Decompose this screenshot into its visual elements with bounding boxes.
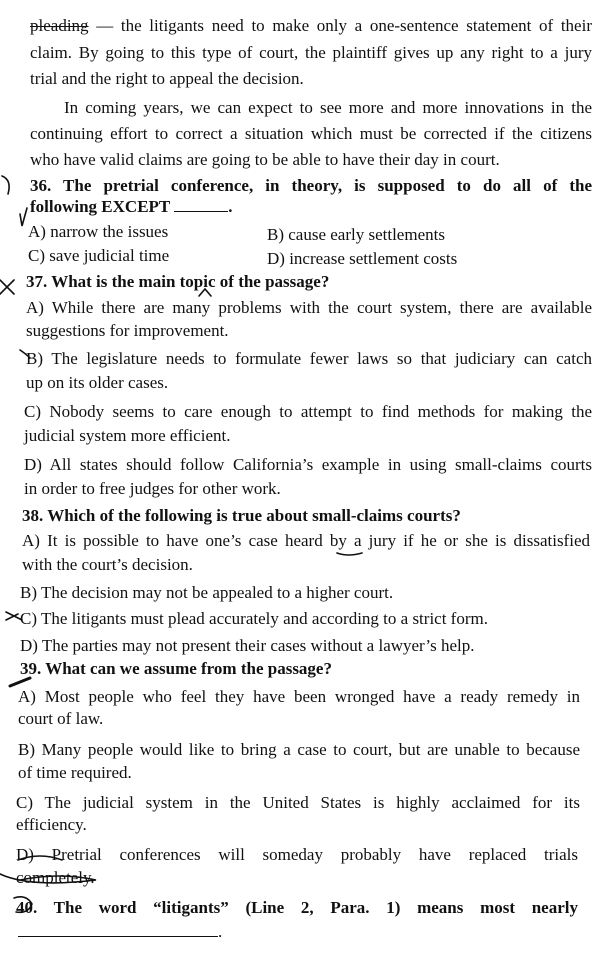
q36-option-d: D) increase settlement costs xyxy=(267,249,458,268)
q36-option-b: B) cause early settlements xyxy=(267,225,445,244)
q37-option-c-line-2: judicial system more efficient. xyxy=(24,426,231,445)
passage-struck-word: pleading xyxy=(30,16,89,35)
q39-option-c-line-2: efficiency. xyxy=(16,815,87,834)
q37-option-b-line-2: up on its older cases. xyxy=(26,373,169,392)
passage-line-1 xyxy=(30,16,592,36)
q36-stem-line-2 xyxy=(30,197,233,217)
passage-line-2: claim. By going to this type of court, the plaintiff gives up any right to a jury xyxy=(30,43,592,62)
q36-option-c: C) save judicial time xyxy=(28,246,170,265)
q39-option-d-line-1: D) Pretrial conferences will someday probably have replaced trials xyxy=(16,845,578,864)
q38-option-a-line-2: with the court’s decision. xyxy=(22,555,193,574)
q39-option-a-line-1: A) Most people who feel they have been wronged have a ready remedy in xyxy=(18,687,580,706)
pen-check-mark xyxy=(20,208,27,226)
q38-option-a-line-1: A) It is possible to have one’s case heard by a jury if he or she is dissatisfied xyxy=(22,531,590,550)
q38-option-b: B) The decision may not be appealed to a higher court. xyxy=(20,583,394,602)
pen-dash-mark xyxy=(10,678,30,686)
q38-option-c: C) The litigants must plead accurately and according to a strict form. xyxy=(20,609,488,628)
q38-option-d: D) The parties may not present their cases without a lawyer’s help. xyxy=(20,636,475,655)
passage-para2-line-2: continuing effort to correct a situation which must be corrected if the citizens xyxy=(30,124,592,143)
q39-option-c-line-1: C) The judicial system in the United States is highly acclaimed for its xyxy=(16,793,580,812)
answer-blank xyxy=(18,922,218,937)
q39-option-b-line-2: of time required. xyxy=(18,763,132,782)
q37-stem: 37. What is the main topic of the passage? xyxy=(26,272,330,291)
pen-cross-mark xyxy=(0,280,14,294)
q37-option-d-line-2: in order to free judges for other work. xyxy=(24,479,281,498)
passage-para2-line-1: In coming years, we can expect to see more and more innovations in the xyxy=(64,98,592,117)
passage-para2-line-3: who have valid claims are going to be able to have their day in court. xyxy=(30,150,500,169)
q36-stem-line-1: 36. The pretrial conference, in theory, is supposed to do all of the xyxy=(30,176,592,195)
q36-stem-text: following EXCEPT xyxy=(30,197,171,216)
q37-option-b-line-1: B) The legislature needs to formulate fewer laws so that judiciary can catch xyxy=(26,349,592,368)
q39-option-a-line-2: court of law. xyxy=(18,709,104,728)
q37-option-a-line-1: A) While there are many problems with the court system, there are available xyxy=(26,298,592,317)
q39-option-d-line-2: completely. xyxy=(16,868,95,887)
q37-option-a-line-2: suggestions for improvement. xyxy=(26,321,229,340)
pen-underline-mark xyxy=(337,553,362,555)
answer-blank xyxy=(174,197,228,212)
pen-bracket-mark xyxy=(2,176,9,194)
q36-option-a: A) narrow the issues xyxy=(28,222,169,241)
q37-option-c-line-1: C) Nobody seems to care enough to attempt to find methods for making the xyxy=(24,402,592,421)
passage-line-1-text: — the litigants need to make only a one-sentence statement of their xyxy=(96,16,592,35)
q37-option-d-line-1: D) All states should follow California’s example in using small-claims courts xyxy=(24,455,592,474)
passage-line-3: trial and the right to appeal the decision. xyxy=(30,69,304,88)
q38-stem: 38. Which of the following is true about small-claims courts? xyxy=(22,506,461,525)
q40-stem: 40. The word “litigants” (Line 2, Para. 1) means most nearly xyxy=(16,898,578,917)
q39-stem: 39. What can we assume from the passage? xyxy=(20,659,332,678)
q40-answer-line xyxy=(18,922,222,942)
q36-stem-period: . xyxy=(228,197,233,216)
q39-option-b-line-1: B) Many people would like to bring a case to court, but are unable to because xyxy=(18,740,580,759)
q40-period: . xyxy=(218,922,223,941)
